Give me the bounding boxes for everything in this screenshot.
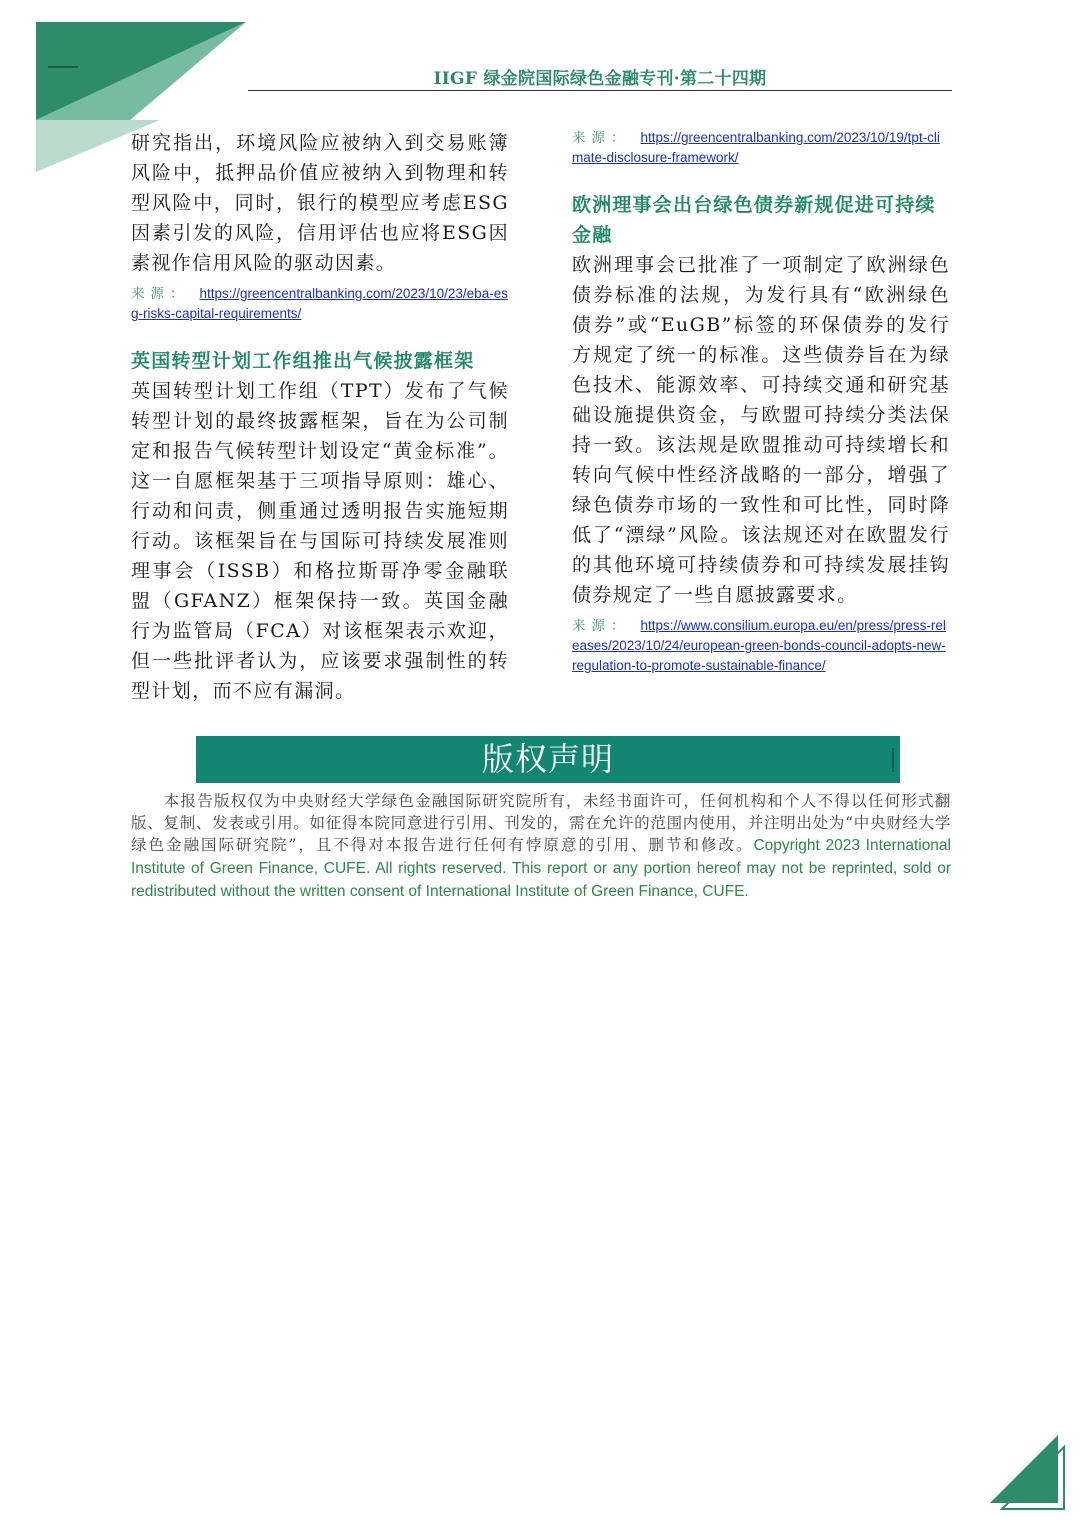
source-label: 来源：	[572, 618, 631, 633]
copyright-text-en: Copyright 2023 International Institute of Green Finance, CUFE. All rights reserved. This report or any portion hereof may not be reprinted, sold or redistributed without the written consent of International Institute of Green Finance, CUFE.	[131, 837, 951, 900]
decorative-corner-bottom	[980, 1425, 1070, 1515]
source-link[interactable]: https://www.consilium.europa.eu/en/press/press-releases/2023/10/24/european-green-bonds-council-adopts-new-regulation-to-promote-sustainable-finance/	[572, 618, 946, 673]
article-heading: 欧洲理事会出台绿色债券新规促进可持续金融	[572, 194, 936, 246]
source-line	[572, 128, 950, 168]
copyright-title: 版权声明	[481, 740, 614, 778]
right-column	[572, 128, 950, 676]
copyright-banner	[196, 736, 900, 783]
banner-accent-mark	[892, 748, 894, 772]
left-column	[131, 128, 509, 706]
source-line	[572, 616, 950, 676]
source-line	[131, 284, 509, 324]
copyright-text	[131, 790, 951, 903]
intro-paragraph: 研究指出，环境风险应被纳入到交易账簿风险中，抵押品价值应被纳入到物理和转型风险中，同时，银行的模型应考虑ESG因素引发的风险，信用评估也应将ESG因素视作信用风险的驱动因素。	[131, 132, 509, 274]
article-body: 英国转型计划工作组（TPT）发布了气候转型计划的最终披露框架，旨在为公司制定和报告气候转型计划设定“黄金标准”。这一自愿框架基于三项指导原则：雄心、行动和问责，侧重通过透明报告实施短期行动。该框架旨在与国际可持续发展准则理事会（ISSB）和格拉斯哥净零金融联盟（GFANZ）框架保持一致。英国金融行为监管局（FCA）对该框架表示欢迎，但一些批评者认为，应该要求强制性的转型计划，而不应有漏洞。	[131, 380, 509, 702]
header-title: IIGF 绿金院国际绿色金融专刊·第二十四期	[433, 69, 767, 89]
article-heading: 英国转型计划工作组推出气候披露框架	[131, 350, 475, 372]
copyright-text-zh: 本报告版权仅为中央财经大学绿色金融国际研究院所有，未经书面许可，任何机构和个人不得以任何形式翻版、复制、发表或引用。如征得本院同意进行引用、刊发的，需在允许的范围内使用，并注明出处为“中央财经大学绿色金融国际研究院”，且不得对本报告进行任何有悖原意的引用、删节和修改。	[131, 792, 951, 854]
source-label: 来源：	[131, 286, 190, 301]
header-divider	[248, 90, 952, 91]
article-body: 欧洲理事会已批准了一项制定了欧洲绿色债券标准的法规，为发行具有“欧洲绿色债券”或“EuGB”标签的环保债券的发行方规定了统一的标准。这些债券旨在为绿色技术、能源效率、可持续交通和研究基础设施提供资金，与欧盟可持续分类法保持一致。该法规是欧盟推动可持续增长和转向气候中性经济战略的一部分，增强了绿色债券市场的一致性和可比性，同时降低了“漂绿”风险。该法规还对在欧盟发行的其他环境可持续债券和可持续发展挂钩债券规定了一些自愿披露要求。	[572, 254, 950, 606]
source-label: 来源：	[572, 130, 631, 145]
source-link[interactable]: https://greencentralbanking.com/2023/10/23/eba-esg-risks-capital-requirements/	[131, 286, 508, 321]
source-link[interactable]: https://greencentralbanking.com/2023/10/19/tpt-climate-disclosure-framework/	[572, 130, 940, 165]
